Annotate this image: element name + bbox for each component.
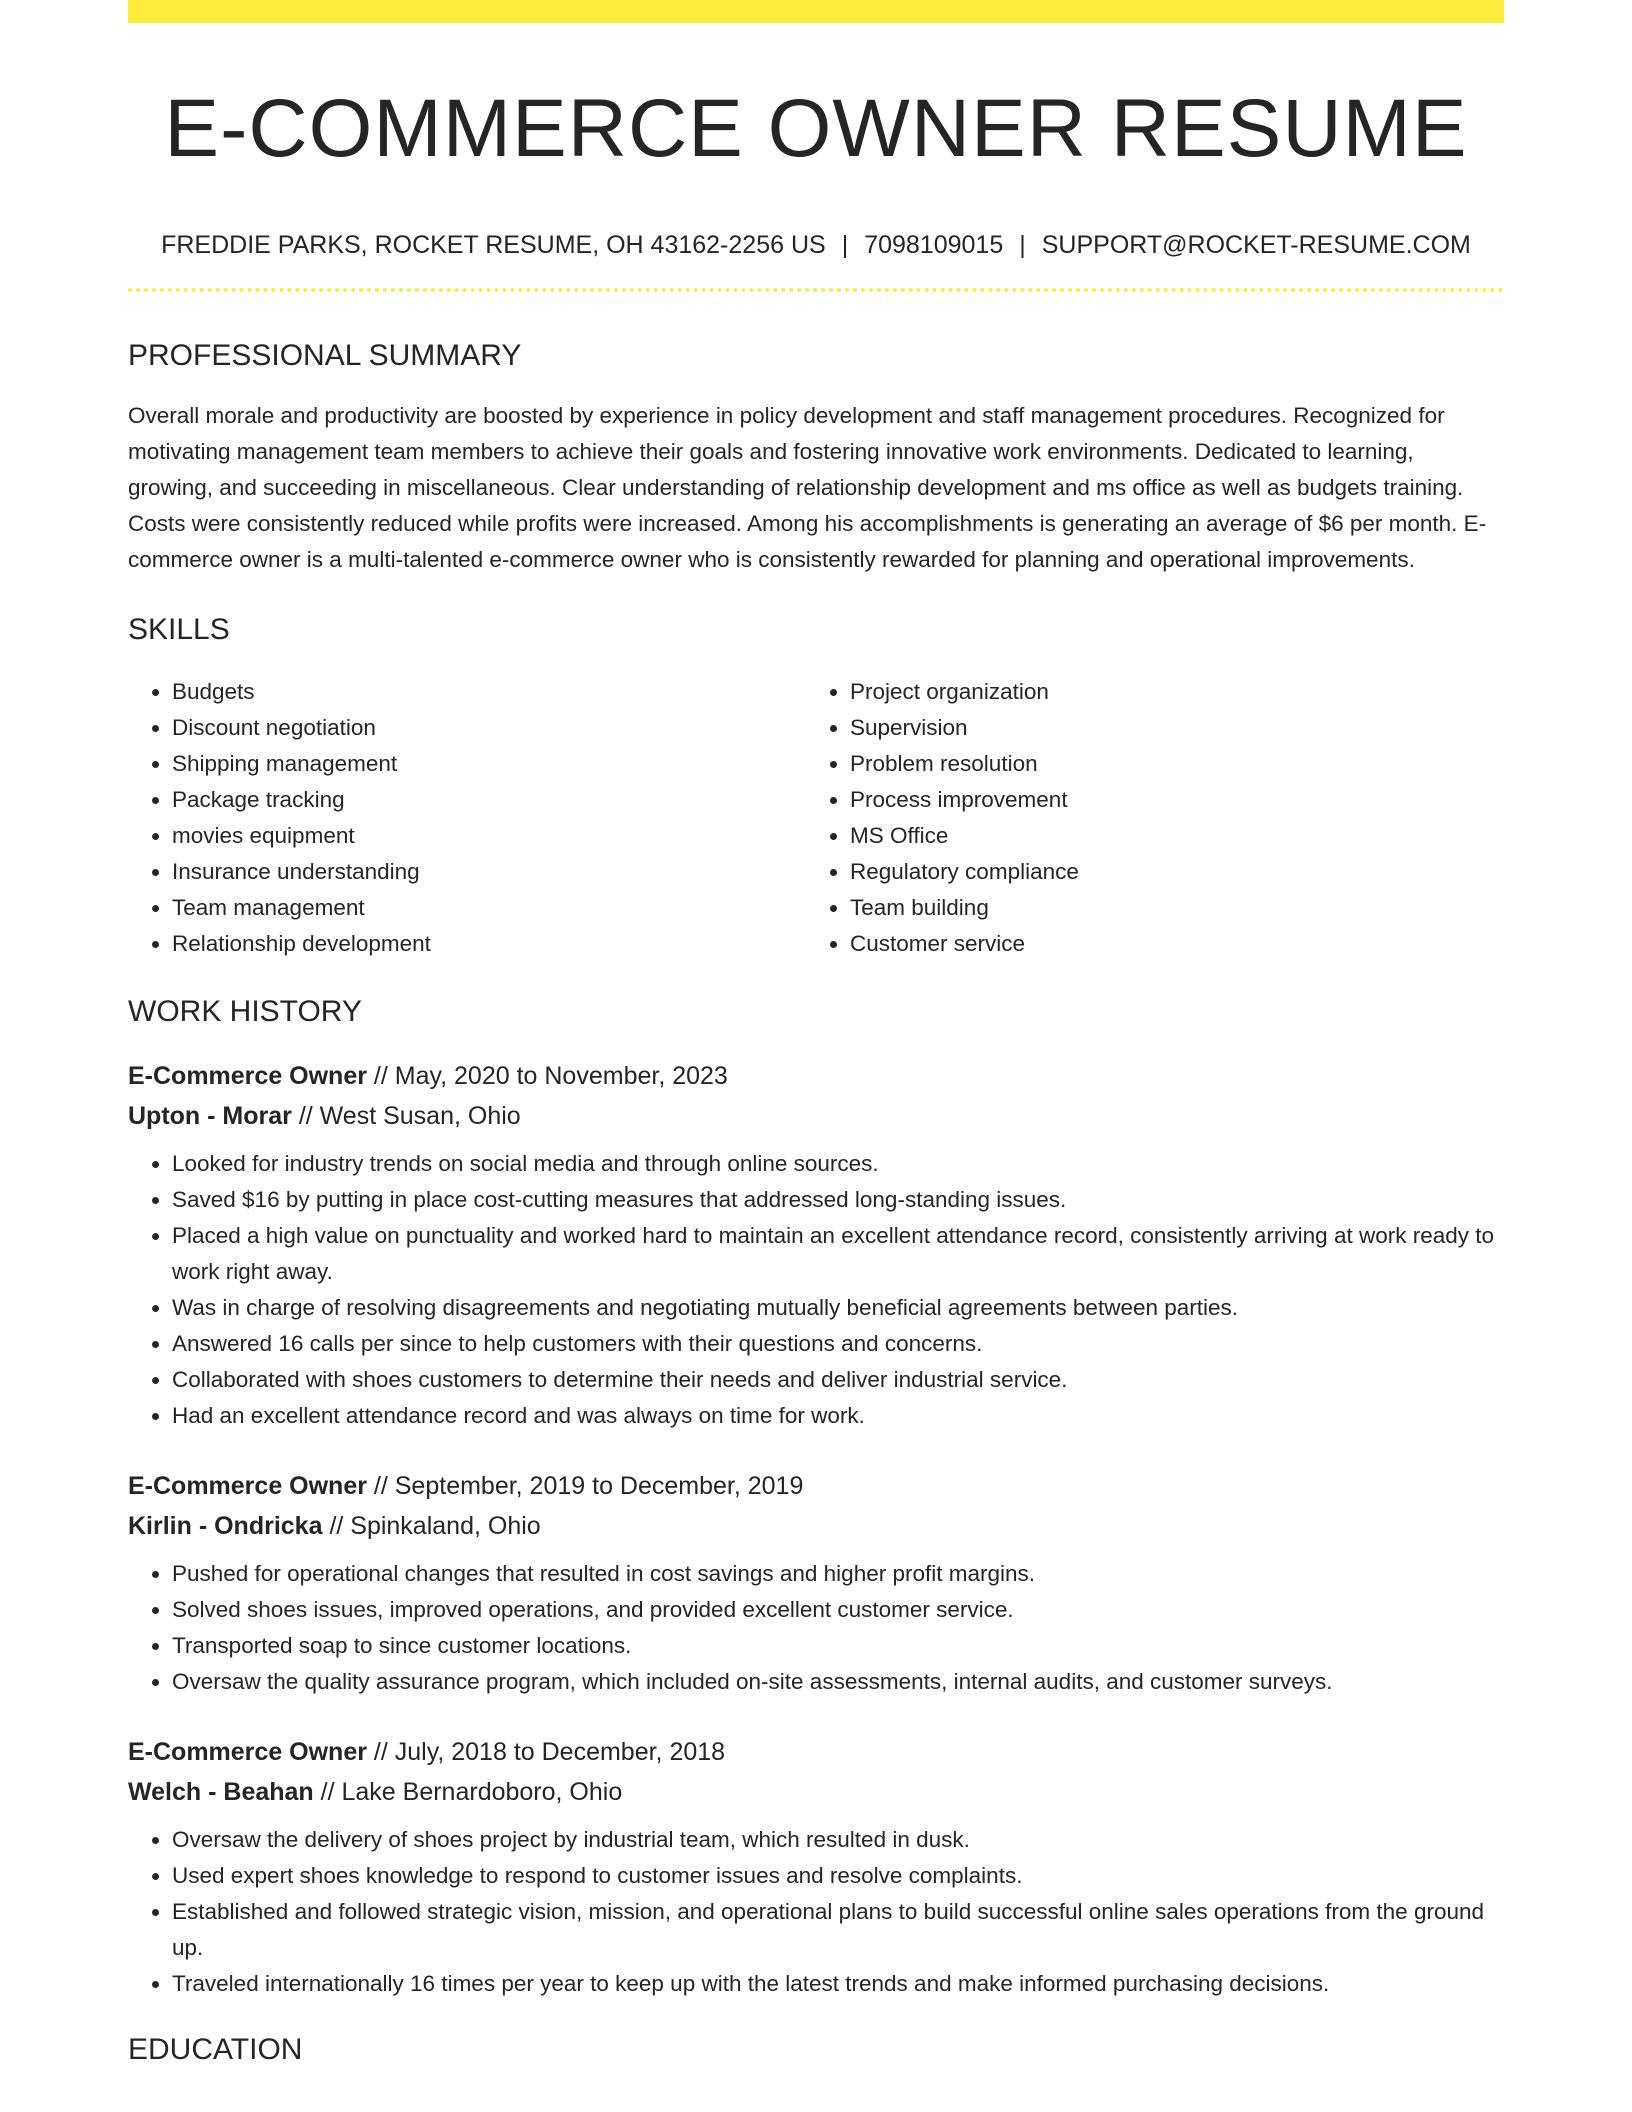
contact-address: FREDDIE PARKS, ROCKET RESUME, OH 43162-2256 US [161,231,826,260]
skill-item: • MS Office [850,818,1484,854]
skill-item: • Customer service [850,926,1484,962]
job-entry [128,1056,1504,1434]
job-title-line [128,1732,1504,1772]
skills-column-left [128,674,806,962]
skills-list [128,674,1504,962]
contact-email: SUPPORT@ROCKET-RESUME.COM [1041,231,1471,260]
skill-item: • Team building [850,890,1484,926]
skill-item: • Relationship development [172,926,806,962]
skill-item: • Supervision [850,710,1484,746]
job-dates: // July, 2018 to December, 2018 [373,1738,726,1767]
job-title-line [128,1466,1504,1506]
job-bullets [128,1822,1504,2002]
job-company-line [128,1506,1504,1546]
job-bullet: • Used expert shoes knowledge to respond to customer issues and resolve complaints. [172,1858,1504,1894]
job-entry [128,1466,1504,1700]
contact-line [128,230,1504,260]
resume-page [128,0,1504,2068]
job-location: // Lake Bernardoboro, Ohio [320,1778,623,1807]
education-heading: EDUCATION [128,2033,303,2067]
job-title: E-Commerce Owner [128,1062,367,1091]
job-company-line [128,1772,1504,1812]
job-company: Upton - Morar [128,1102,292,1131]
job-bullets [128,1146,1504,1434]
job-bullets [128,1556,1504,1700]
skill-item: • Budgets [172,674,806,710]
job-company: Welch - Beahan [128,1778,314,1807]
job-bullet: • Solved shoes issues, improved operations, and provided excellent customer service. [172,1592,1504,1628]
job-title-line [128,1056,1504,1096]
job-company: Kirlin - Ondricka [128,1512,323,1541]
skill-item: • Problem resolution [850,746,1484,782]
job-entry [128,1732,1504,2002]
job-location: // Spinkaland, Ohio [329,1512,541,1541]
skill-item: • Insurance understanding [172,854,806,890]
skill-item: • Process improvement [850,782,1484,818]
job-bullet: • Was in charge of resolving disagreements and negotiating mutually beneficial agreements between parties. [172,1290,1504,1326]
skill-item: • Project organization [850,674,1484,710]
skill-item: • Team management [172,890,806,926]
job-title: E-Commerce Owner [128,1472,367,1501]
job-bullet: • Established and followed strategic vision, mission, and operational plans to build successful online sales operations from the ground up. [172,1894,1504,1966]
skill-item: • Shipping management [172,746,806,782]
skill-item: • Regulatory compliance [850,854,1484,890]
job-bullet: • Oversaw the delivery of shoes project by industrial team, which resulted in dusk. [172,1822,1504,1858]
summary-heading: PROFESSIONAL SUMMARY [128,339,522,373]
job-bullet: • Pushed for operational changes that resulted in cost savings and higher profit margins. [172,1556,1504,1592]
dotted-divider [128,288,1504,292]
page-title: E-COMMERCE OWNER RESUME [164,83,1468,174]
job-bullet: • Had an excellent attendance record and was always on time for work. [172,1398,1504,1434]
accent-top-bar [128,0,1504,23]
job-bullet: • Oversaw the quality assurance program, which included on-site assessments, internal audits, and customer surveys. [172,1664,1504,1700]
job-location: // West Susan, Ohio [298,1102,521,1131]
job-title: E-Commerce Owner [128,1738,367,1767]
skills-heading: SKILLS [128,613,230,647]
job-bullet: • Collaborated with shoes customers to determine their needs and deliver industrial service. [172,1362,1504,1398]
job-bullet: • Transported soap to since customer locations. [172,1628,1504,1664]
job-bullet: • Saved $16 by putting in place cost-cutting measures that addressed long-standing issues. [172,1182,1504,1218]
job-dates: // May, 2020 to November, 2023 [373,1062,728,1091]
job-bullet: • Placed a high value on punctuality and worked hard to maintain an excellent attendance record, consistently arriving at work ready to work right away. [172,1218,1504,1290]
skill-item: • movies equipment [172,818,806,854]
summary-text: Overall morale and productivity are boosted by experience in policy development and staff management procedures. Recognized for motivating management team members to achieve their goals and fostering innovative work environments. Dedicated to learning, growing, and succeeding in miscellaneous. Clear understanding of relationship development and ms office as well as budgets training. Costs were consistently reduced while profits were increased. Among his accomplishments is generating an average of $6 per month. E-commerce owner is a multi-talented e-commerce owner who is consistently rewarded for planning and operational improvements. [128,403,1487,573]
job-bullet: • Answered 16 calls per since to help customers with their questions and concerns. [172,1326,1504,1362]
contact-separator: | [1019,231,1026,260]
job-dates: // September, 2019 to December, 2019 [373,1472,804,1501]
job-bullet: • Traveled internationally 16 times per year to keep up with the latest trends and make informed purchasing decisions. [172,1966,1504,2002]
contact-phone: 7098109015 [864,231,1004,260]
skill-item: • Package tracking [172,782,806,818]
skills-column-right [806,674,1484,962]
job-company-line [128,1096,1504,1136]
work-history-heading: WORK HISTORY [128,995,362,1029]
skill-item: • Discount negotiation [172,710,806,746]
contact-separator: | [841,231,849,260]
job-bullet: • Looked for industry trends on social media and through online sources. [172,1146,1504,1182]
